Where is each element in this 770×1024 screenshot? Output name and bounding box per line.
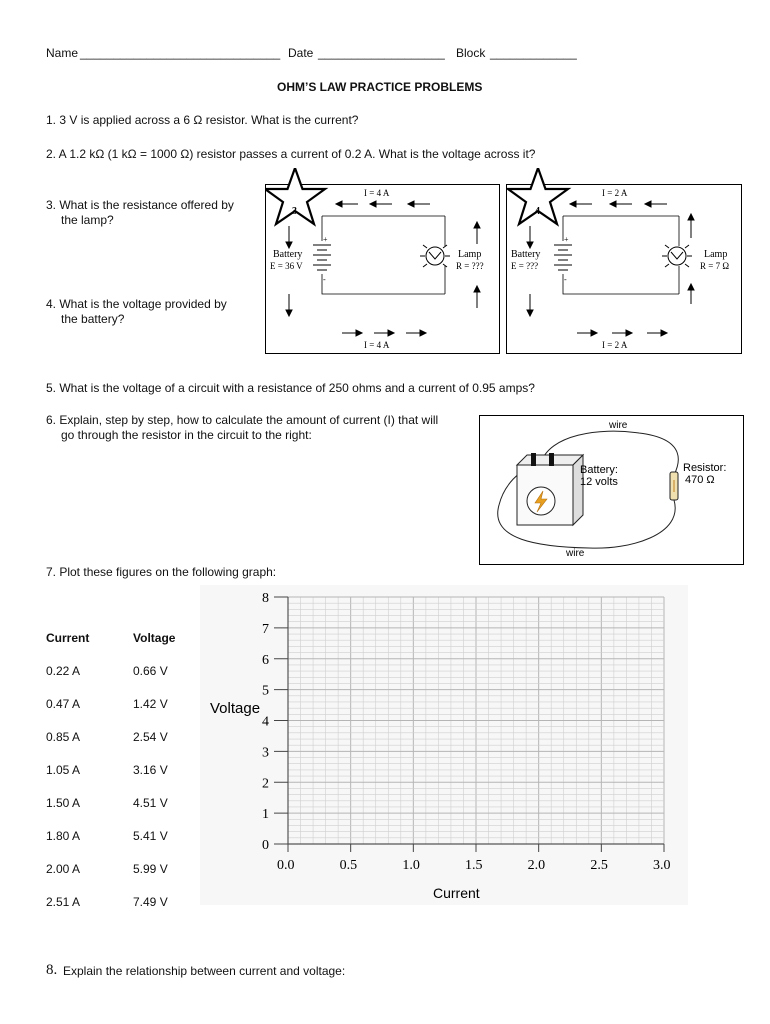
battery-label: Battery	[511, 249, 541, 260]
current-cell: 0.47 A	[46, 697, 81, 711]
question-6-line1: 6. Explain, step by step, how to calculate the amount of current (I) that will	[46, 413, 439, 427]
y-tick-label: 8	[262, 591, 269, 606]
bottom-current-label: I = 4 A	[364, 340, 390, 350]
star-label: 4	[535, 206, 540, 217]
current-cell: 0.85 A	[46, 730, 81, 744]
lamp-value: R = ???	[456, 261, 484, 271]
x-tick-label: 2.0	[527, 858, 546, 873]
x-axis-label: Current	[433, 885, 480, 901]
page-title: OHM’S LAW PRACTICE PROBLEMS	[277, 80, 483, 94]
voltage-cell: 7.49 V	[133, 895, 168, 909]
circuit-diagram-3	[265, 168, 500, 354]
battery-label: Battery	[273, 249, 303, 260]
question-3-line2: the lamp?	[61, 213, 114, 227]
bottom-current-label: I = 2 A	[602, 340, 628, 350]
current-arrows-bottom	[342, 330, 426, 336]
current-arrows-top	[336, 201, 430, 207]
question-2: 2. A 1.2 kΩ (1 kΩ = 1000 Ω) resistor passes a current of 0.2 A. What is the voltage across it?	[46, 147, 536, 161]
question-7: 7. Plot these figures on the following graph:	[46, 565, 277, 579]
top-current-label: I = 2 A	[602, 188, 628, 198]
x-tick-label: 1.0	[402, 858, 420, 873]
x-tick-label: 1.5	[465, 858, 483, 873]
lamp-icon	[420, 245, 450, 267]
name-blank[interactable]: ______________________________	[80, 46, 281, 60]
voltage-cell: 4.51 V	[133, 796, 168, 810]
battery-icon	[517, 453, 583, 525]
table-header-voltage: Voltage	[133, 631, 176, 645]
current-cell: 2.00 A	[46, 862, 81, 876]
resistor-value: 470 Ω	[685, 474, 715, 486]
date-label: Date	[288, 46, 314, 60]
circuit-diagram-6	[479, 415, 744, 565]
table-header-current: Current	[46, 631, 90, 645]
current-cell: 1.80 A	[46, 829, 81, 843]
wire-top-label: wire	[609, 420, 628, 431]
current-cell: 2.51 A	[46, 895, 81, 909]
battery-value: E = 36 V	[270, 261, 303, 271]
question-8: Explain the relationship between current and voltage:	[63, 964, 346, 978]
current-arrows-top	[570, 201, 667, 207]
y-tick-label: 7	[262, 621, 269, 637]
date-blank[interactable]: ___________________	[318, 46, 445, 60]
wire-bottom-label: wire	[566, 548, 585, 559]
x-tick-label: 3.0	[653, 858, 671, 873]
voltage-cell: 5.41 V	[133, 829, 168, 843]
top-current-label: I = 4 A	[364, 188, 390, 198]
x-tick-label: 2.5	[590, 858, 608, 873]
current-arrows-side	[286, 222, 480, 316]
current-cell: 1.50 A	[46, 796, 81, 810]
svg-text:+: +	[323, 235, 328, 244]
battery-value: 12 volts	[580, 476, 618, 488]
y-tick-label: 5	[262, 683, 269, 699]
circuit-diagram-4	[506, 168, 742, 354]
lamp-value: R = 7 Ω	[700, 261, 730, 271]
question-5: 5. What is the voltage of a circuit with a resistance of 250 ohms and a current of 0.95 amps?	[46, 381, 535, 395]
y-tick-label: 6	[262, 652, 269, 668]
question-4-line1: 4. What is the voltage provided by	[46, 297, 227, 311]
graph-grid	[288, 597, 664, 844]
lamp-label: Lamp	[458, 249, 482, 260]
question-8-number: 8.	[46, 962, 58, 978]
question-3-line1: 3. What is the resistance offered by	[46, 198, 234, 212]
x-tick-label: 0.0	[277, 858, 295, 873]
current-arrows-bottom	[577, 330, 667, 336]
voltage-cell: 1.42 V	[133, 697, 168, 711]
svg-text:-: -	[564, 275, 567, 284]
lamp-label: Lamp	[704, 249, 728, 260]
voltage-cell: 3.16 V	[133, 763, 168, 777]
current-arrows-side	[527, 214, 694, 316]
question-1: 1. 3 V is applied across a 6 Ω resistor. What is the current?	[46, 113, 359, 127]
voltage-cell: 2.54 V	[133, 730, 168, 744]
battery-symbol	[313, 245, 331, 270]
svg-text:+: +	[564, 235, 569, 244]
battery-label: Battery:	[580, 464, 618, 476]
voltage-cell: 0.66 V	[133, 664, 168, 678]
battery-symbol	[554, 245, 572, 270]
voltage-cell: 5.99 V	[133, 862, 168, 876]
block-blank[interactable]: _____________	[490, 46, 577, 60]
name-label: Name	[46, 46, 79, 60]
current-cell: 0.22 A	[46, 664, 81, 678]
star-label: 3	[292, 206, 297, 217]
ohms-law-graph	[200, 585, 688, 905]
battery-value: E = ???	[511, 261, 539, 271]
question-4-line2: the battery?	[61, 312, 125, 326]
y-tick-label: 4	[262, 714, 269, 730]
y-tick-label: 2	[262, 776, 269, 792]
y-tick-label: 0	[262, 838, 269, 853]
question-6-line2: go through the resistor in the circuit to the right:	[61, 428, 312, 442]
block-label: Block	[456, 46, 486, 60]
svg-text:-: -	[323, 275, 326, 284]
y-tick-label: 3	[262, 745, 269, 761]
resistor-label: Resistor:	[683, 462, 727, 474]
current-cell: 1.05 A	[46, 763, 81, 777]
y-tick-label: 1	[262, 807, 269, 823]
lamp-icon	[662, 245, 692, 267]
x-tick-label: 0.5	[339, 858, 358, 873]
y-axis-label: Voltage	[210, 700, 261, 717]
